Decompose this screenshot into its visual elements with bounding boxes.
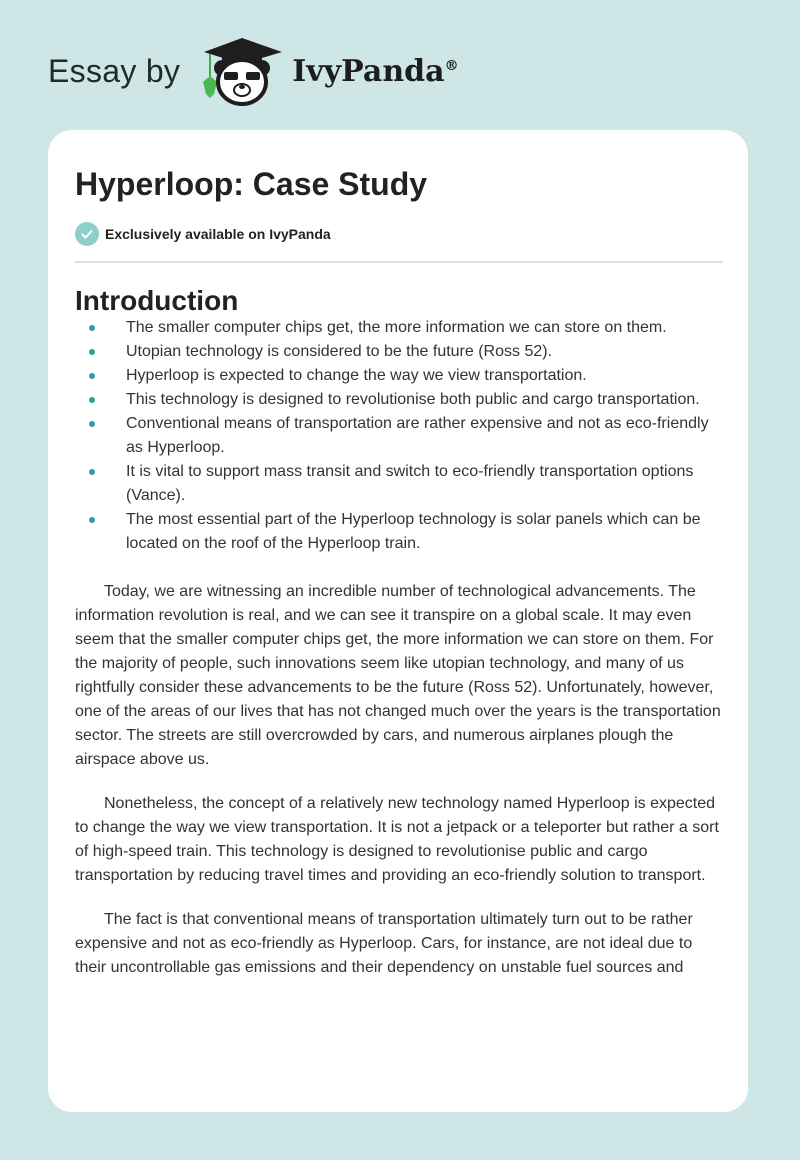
list-item: This technology is designed to revolutionise both public and cargo transportation. [75, 388, 723, 412]
site-header [48, 36, 459, 106]
badge-text: Exclusively available on IvyPanda [105, 226, 331, 242]
page-title: Hyperloop: Case Study [75, 166, 428, 202]
paragraph: The fact is that conventional means of transportation ultimately turn out to be rather expensive and not as eco-friendly as Hyperloop. Cars, for instance, are not ideal due to their uncontrollable gas emissions and their dependency on unstable fuel sources and [75, 911, 693, 976]
divider [75, 261, 723, 263]
panda-logo-icon [200, 36, 284, 106]
essay-by-label: Essay by [48, 52, 181, 89]
paragraph: Nonetheless, the concept of a relatively new technology named Hyperloop is expected to change the way we view transportation. It is not a jetpack or a teleporter but rather a sort of high-speed train. This technology is designed to revolutionise public and cargo transportation by reducing travel times and providing an eco-friendly solution to transport. [75, 795, 719, 884]
article-body [75, 316, 723, 980]
section-heading: Introduction [75, 285, 239, 316]
essay-card [48, 130, 748, 1112]
check-icon [75, 222, 99, 246]
brand-text: IvyPanda [292, 53, 445, 89]
registered-mark: ® [444, 57, 459, 74]
paragraph: Today, we are witnessing an incredible number of technological advancements. The information revolution is real, and we can see it transpire on a global scale. It may even seem that the smaller computer chips get, the more information we can store on them. For the majority of people, such innovations seem like utopian technology, and many of us rightfully consider these advancements to be the future (Ross 52). Unfortunately, however, one of the areas of our lives that has not changed much over the years is the transportation sector. The streets are still overcrowded by cars, and numerous airplanes plough the airspace above us. [75, 583, 721, 768]
summary-list [75, 316, 723, 556]
list-item: Conventional means of transportation are rather expensive and not as eco-friendly as Hyperloop. [75, 412, 723, 460]
ivypanda-logo[interactable] [200, 36, 458, 106]
list-item: The most essential part of the Hyperloop technology is solar panels which can be located on the roof of the Hyperloop train. [75, 508, 723, 556]
list-item: It is vital to support mass transit and switch to eco-friendly transportation options (Vance). [75, 460, 723, 508]
brand-name [292, 54, 458, 89]
list-item: Utopian technology is considered to be the future (Ross 52). [75, 340, 723, 364]
list-item: The smaller computer chips get, the more information we can store on them. [75, 316, 723, 340]
exclusive-badge [75, 222, 331, 246]
list-item: Hyperloop is expected to change the way we view transportation. [75, 364, 723, 388]
